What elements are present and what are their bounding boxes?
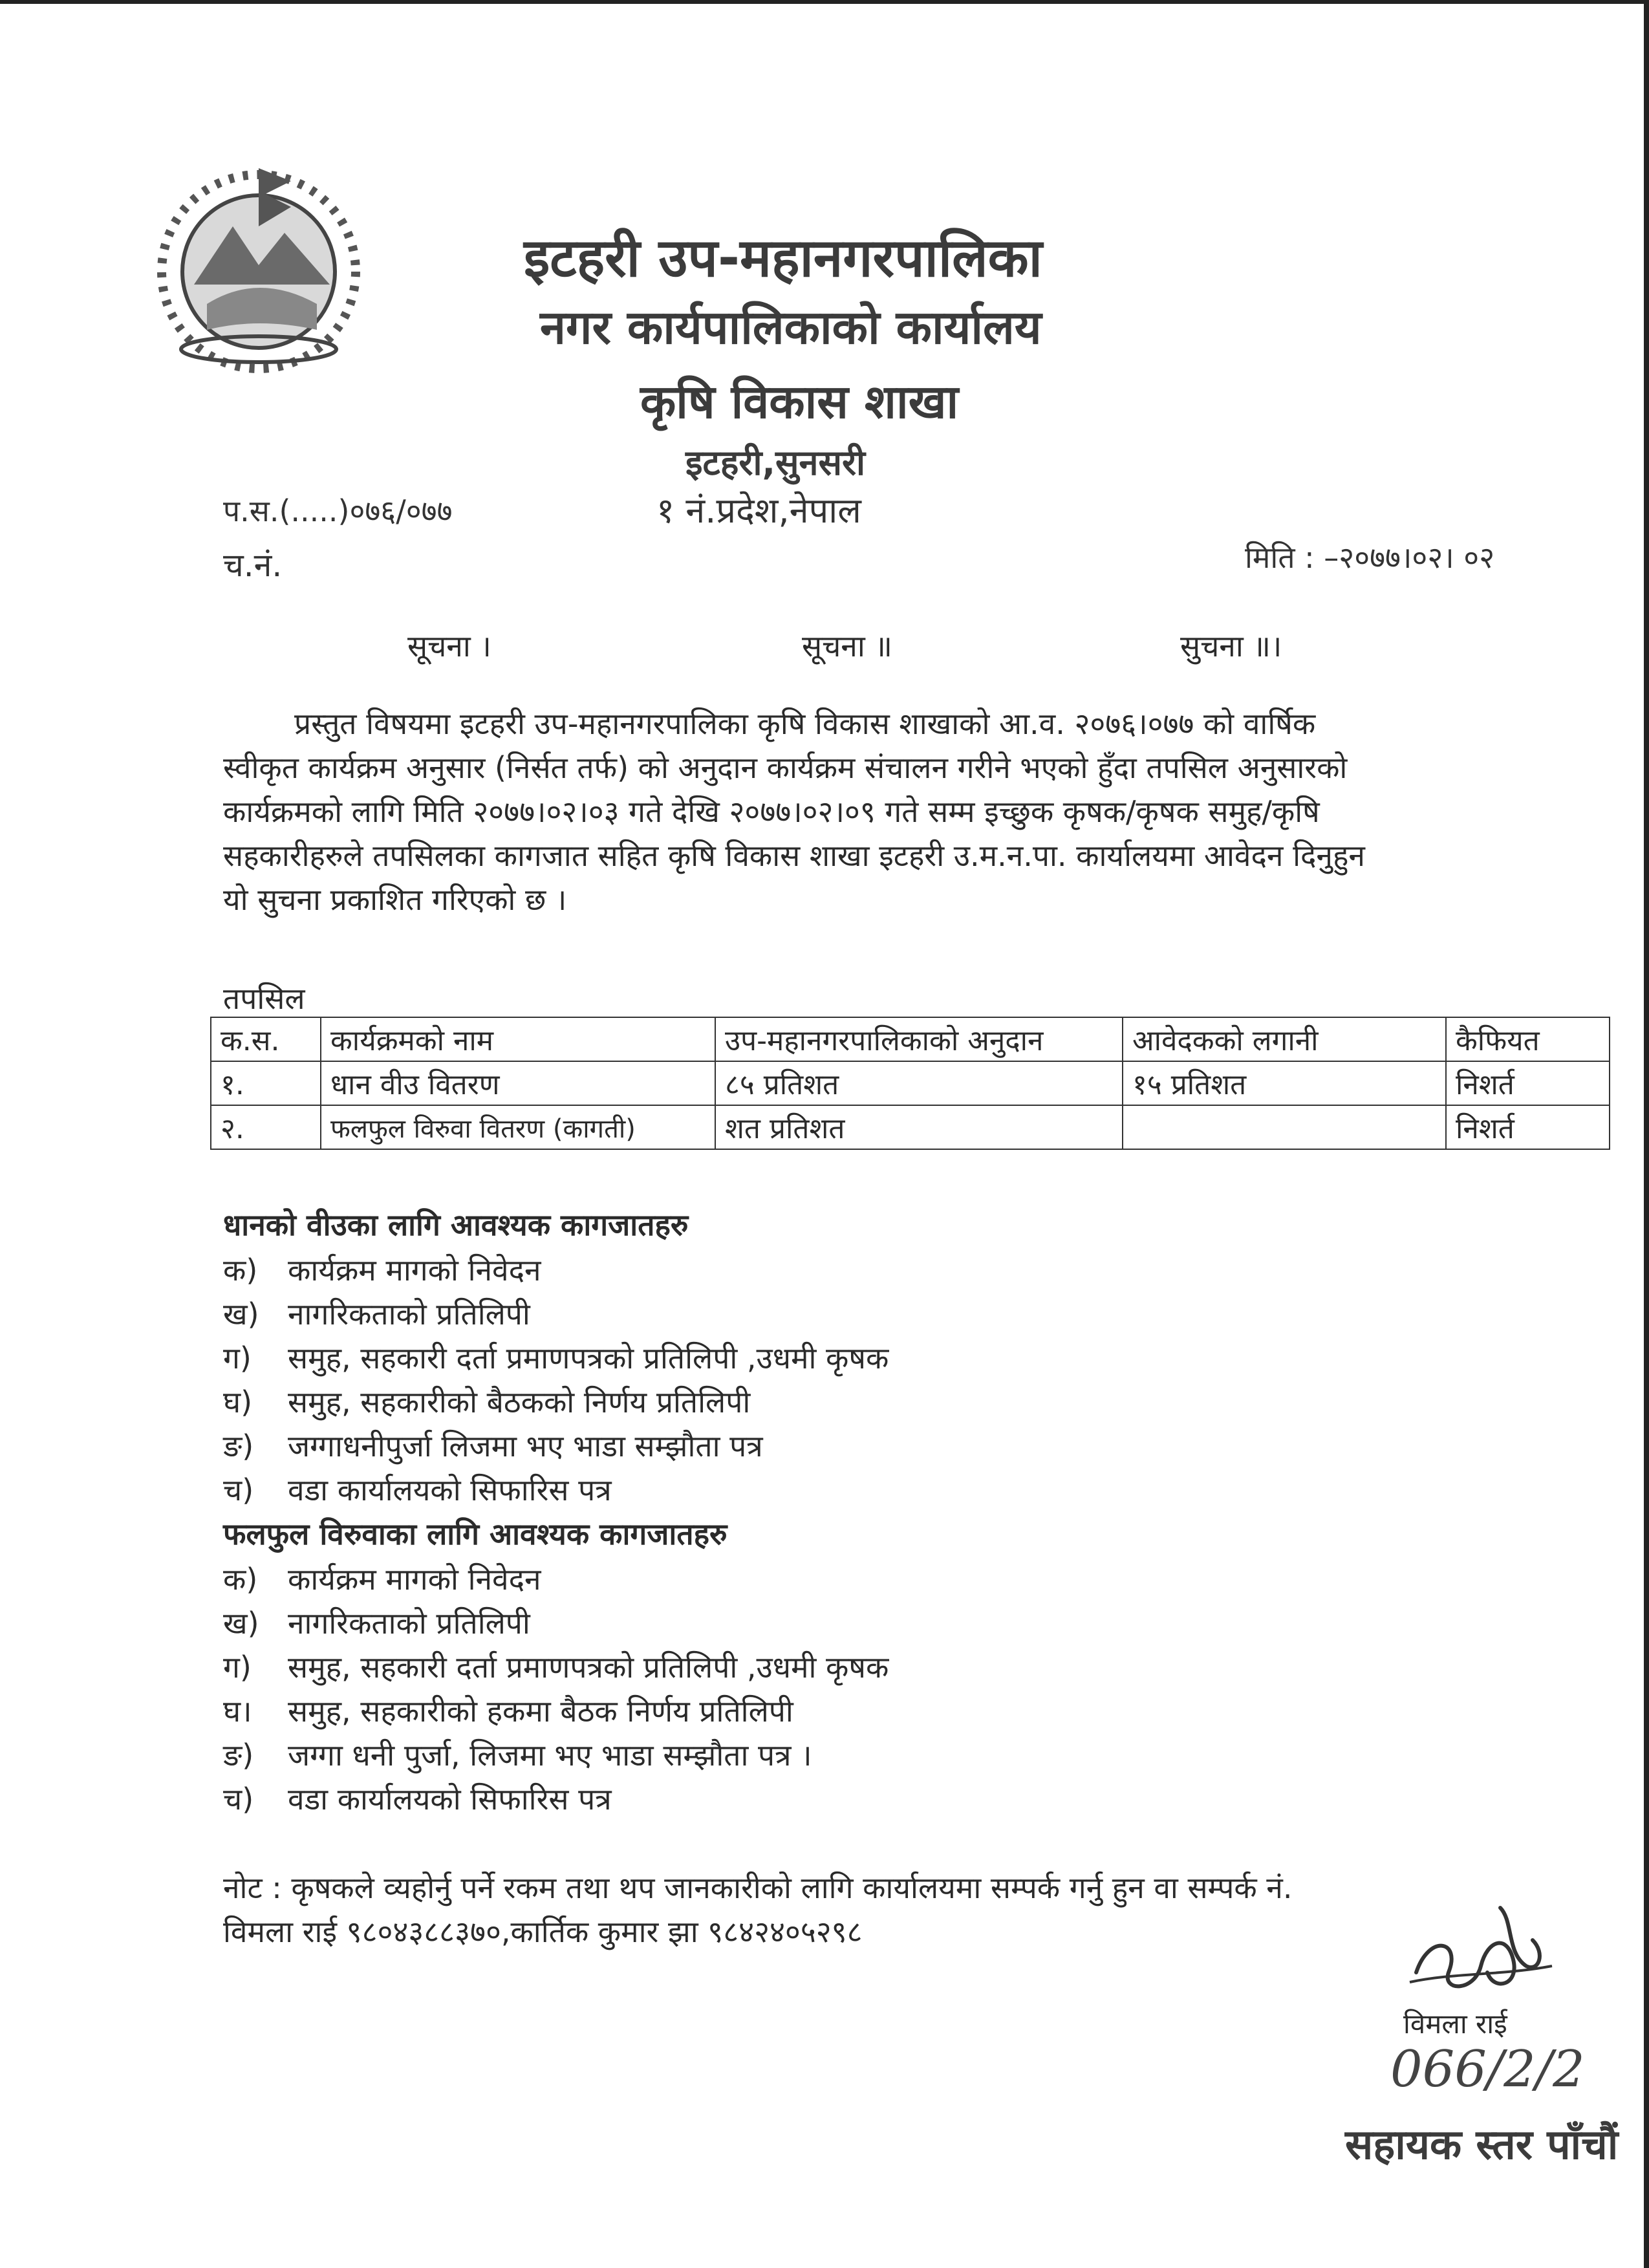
list-text: समुह, सहकारी दर्ता प्रमाणपत्रको प्रतिलिपी ,उधमी कृषक xyxy=(288,1650,889,1685)
scan-right-edge xyxy=(1644,0,1649,2268)
paddy-docs-title: धानको वीउका लागि आवश्यक कागजातहरु xyxy=(223,1207,689,1242)
table-cell: निशर्त xyxy=(1446,1061,1610,1105)
list-mark: क) xyxy=(223,1253,258,1288)
list-text: जग्गाधनीपुर्जा लिजमा भए भाडा सम्झौता पत्र xyxy=(288,1429,763,1463)
scan-top-edge xyxy=(0,0,1649,4)
body-line: सहकारीहरुले तपसिलका कागजात सहित कृषि विकास शाखा इटहरी उ.म.न.पा. कार्यालयमा आवेदन दिनुहुन xyxy=(223,838,1365,873)
list-item xyxy=(223,1733,889,1777)
list-item xyxy=(223,1248,889,1292)
dispatch-number: च.नं. xyxy=(223,546,283,584)
body-line: प्रस्तुत विषयमा इटहरी उप-महानगरपालिका कृषि विकास शाखाको आ.व. २०७६।०७७ को वार्षिक xyxy=(294,706,1316,741)
list-text: समुह, सहकारी दर्ता प्रमाणपत्रको प्रतिलिपी ,उधमी कृषक xyxy=(288,1341,889,1376)
list-mark: क) xyxy=(223,1562,258,1597)
program-table xyxy=(210,1017,1610,1150)
list-text: समुह, सहकारीको बैठकको निर्णय प्रतिलिपी xyxy=(288,1385,751,1420)
list-text: नागरिकताको प्रतिलिपी xyxy=(288,1297,530,1332)
header-cell: क.स. xyxy=(211,1017,321,1061)
list-item xyxy=(223,1380,889,1424)
contact-note xyxy=(223,1866,1516,1954)
branch-name: कृषि विकास शाखा xyxy=(640,374,959,429)
signatory-designation: सहायक स्तर पाँचौं xyxy=(1345,2121,1619,2169)
list-text: वडा कार्यालयको सिफारिस पत्र xyxy=(288,1473,612,1507)
paddy-docs-list xyxy=(223,1248,889,1512)
notice-title-2: सूचना ॥ xyxy=(802,629,892,664)
list-item xyxy=(223,1468,889,1512)
list-text: नागरिकताको प्रतिलिपी xyxy=(288,1606,530,1641)
list-item xyxy=(223,1645,889,1689)
list-item xyxy=(223,1689,889,1733)
table-cell: १. xyxy=(211,1061,321,1105)
body-line: कार्यक्रमको लागि मिति २०७७।०२।०३ गते देखि २०७७।०२।०९ गते सम्म इच्छुक कृषक/कृषक समुह/कृषि xyxy=(223,794,1320,829)
signatory-name: विमला राई xyxy=(1403,2008,1507,2040)
list-item xyxy=(223,1424,889,1468)
list-mark: ख) xyxy=(223,1606,259,1641)
list-mark: च) xyxy=(223,1473,254,1507)
list-mark: घ। xyxy=(223,1694,252,1729)
list-mark: घ) xyxy=(223,1385,253,1420)
table-cell: ८५ प्रतिशत xyxy=(715,1061,1123,1105)
header-cell: आवेदकको लगानी xyxy=(1123,1017,1446,1061)
list-mark: ग) xyxy=(223,1341,252,1376)
list-item xyxy=(223,1292,889,1336)
notice-body xyxy=(223,702,1607,922)
notice-title-1: सूचना । xyxy=(407,629,491,664)
table-cell: २. xyxy=(211,1105,321,1149)
header-cell: उप-महानगरपालिकाको अनुदान xyxy=(715,1017,1123,1061)
table-row xyxy=(211,1105,1610,1149)
list-text: जग्गा धनी पुर्जा, लिजमा भए भाडा सम्झौता पत्र । xyxy=(288,1738,812,1773)
list-mark: च) xyxy=(223,1782,254,1817)
reference-number: प.स.(.....)०७६/०७७ xyxy=(223,493,453,528)
table-header-row xyxy=(211,1017,1610,1061)
nepal-emblem-icon xyxy=(142,155,375,375)
list-text: कार्यक्रम मागको निवेदन xyxy=(288,1562,541,1597)
table-cell: शत प्रतिशत xyxy=(715,1105,1123,1149)
fruit-docs-list xyxy=(223,1557,889,1821)
list-item xyxy=(223,1777,889,1821)
executive-office: नगर कार्यपालिकाको कार्यालय xyxy=(540,300,1042,354)
body-line: यो सुचना प्रकाशित गरिएको छ । xyxy=(223,882,567,917)
list-item xyxy=(223,1601,889,1645)
notice-date: मिति : –२०७७।०२। ०२ xyxy=(1245,540,1495,575)
list-text: वडा कार्यालयको सिफारिस पत्र xyxy=(288,1782,612,1817)
table-cell xyxy=(1123,1105,1446,1149)
table-cell: धान वीउ वितरण xyxy=(321,1061,715,1105)
header-cell: कार्यक्रमको नाम xyxy=(321,1017,715,1061)
list-text: समुह, सहकारीको हकमा बैठक निर्णय प्रतिलिपी xyxy=(288,1694,793,1729)
list-text: कार्यक्रम मागको निवेदन xyxy=(288,1253,541,1288)
note-line: नोट : कृषकले व्यहोर्नु पर्ने रकम तथा थप जानकारीको लागि कार्यालयमा सम्पर्क गर्नु हुन वा सम्पर्क नं. xyxy=(223,1870,1293,1905)
table-caption: तपसिल xyxy=(223,981,305,1016)
list-mark: ङ) xyxy=(223,1738,254,1773)
fruit-docs-title: फलफुल विरुवाका लागि आवश्यक कागजातहरु xyxy=(223,1517,727,1551)
province-line: १ नं.प्रदेश,नेपाल xyxy=(656,490,861,531)
table-cell: १५ प्रतिशत xyxy=(1123,1061,1446,1105)
list-item xyxy=(223,1336,889,1380)
table-row xyxy=(211,1061,1610,1105)
office-address: इटहरी,सुनसरी xyxy=(685,442,866,483)
signature-scribble xyxy=(1403,1895,1558,2005)
body-line: स्वीकृत कार्यक्रम अनुसार (निर्सत तर्फ) को अनुदान कार्यक्रम संचालन गरीने भएको हुँदा तपसिल अनुसारको xyxy=(223,750,1348,785)
list-mark: ख) xyxy=(223,1297,259,1332)
table-cell: फलफुल विरुवा वितरण (कागती) xyxy=(321,1105,715,1149)
list-item xyxy=(223,1557,889,1601)
list-mark: ङ) xyxy=(223,1429,254,1463)
handwritten-date: 066/2/2 xyxy=(1390,2040,1585,2099)
office-name: इटहरी उप-महानगरपालिका xyxy=(524,228,1042,289)
header-cell: कैफियत xyxy=(1446,1017,1610,1061)
notice-title-3: सुचना ॥। xyxy=(1180,629,1282,664)
list-mark: ग) xyxy=(223,1650,252,1685)
note-line: विमला राई ९८०४३८८३७०,कार्तिक कुमार झा ९८४२४०५२९८ xyxy=(223,1914,863,1949)
table-cell: निशर्त xyxy=(1446,1105,1610,1149)
